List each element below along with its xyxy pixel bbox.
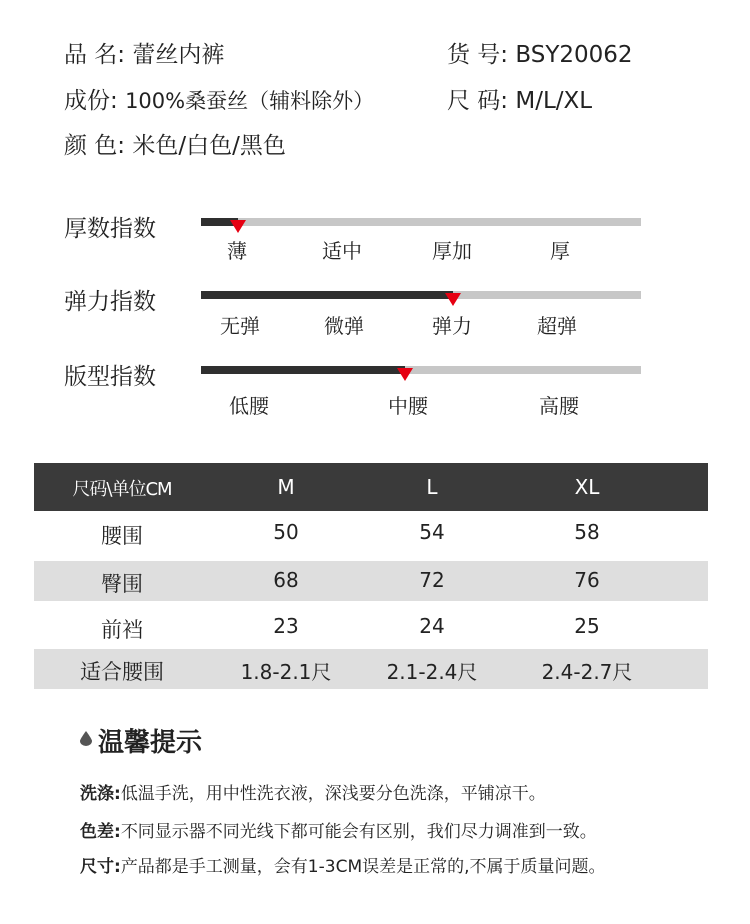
table-cell: 腰围 [101, 524, 143, 548]
table-cell: 2.1-2.4尺 [386, 660, 478, 684]
index-label: 厚数指数 [64, 216, 156, 242]
product-size [447, 82, 592, 115]
tips-title [80, 722, 202, 759]
table-cell: 1.8-2.1尺 [240, 660, 332, 684]
index-track [201, 366, 641, 374]
table-row [34, 561, 708, 601]
tip-washing-text: 低温手洗，用中性洗衣液，深浅要分色洗涤，平铺凉干。 [120, 784, 546, 804]
table-cell: 适合腰围 [80, 660, 164, 684]
tips-title-text: 温馨提示 [98, 728, 203, 758]
product-sku-label: 货 号: [447, 42, 509, 68]
table-row [34, 511, 708, 556]
product-color-value: 米色/白色/黑色 [132, 133, 286, 159]
product-color [64, 127, 286, 160]
table-cell: 25 [574, 614, 600, 638]
product-sku-value: BSY20062 [515, 42, 633, 68]
table-cell: 76 [574, 568, 600, 592]
product-size-value: M/L/XL [515, 88, 593, 114]
table-cell: 50 [273, 520, 299, 544]
table-header-cell: 尺码\单位CM [72, 479, 172, 500]
tip-color-diff [80, 817, 597, 842]
index-fill [201, 366, 405, 374]
tip-washing [80, 779, 546, 804]
index-tick-label: 中腰 [388, 394, 428, 418]
index-label: 弹力指数 [64, 289, 156, 315]
tip-size-label: 尺寸: [80, 857, 121, 877]
product-material-value: 100%桑蚕丝（辅料除外） [125, 89, 375, 113]
table-cell: 68 [273, 568, 299, 592]
table-row [34, 605, 708, 650]
index-tick-label: 超弹 [537, 314, 577, 338]
tip-size-text: 产品都是手工测量，会有1-3CM误差是正常的,不属于质量问题。 [120, 857, 606, 877]
table-header-cell: L [426, 475, 438, 499]
index-track [201, 218, 641, 226]
table-cell: 58 [574, 520, 600, 544]
product-color-label: 颜 色: [64, 133, 126, 159]
table-header-cell: XL [574, 475, 600, 499]
index-tick-label: 低腰 [229, 394, 269, 418]
index-tick-label: 无弹 [220, 314, 260, 338]
tip-color-diff-text: 不同显示器不同光线下都可能会有区别，我们尽力调准到一致。 [120, 822, 597, 842]
product-sku [447, 36, 633, 69]
table-header-cell: M [277, 475, 295, 499]
table-cell: 2.4-2.7尺 [541, 660, 633, 684]
tip-size [80, 852, 606, 877]
tip-color-diff-label: 色差: [80, 822, 121, 842]
table-cell: 24 [419, 614, 445, 638]
table-cell: 54 [419, 520, 445, 544]
tip-washing-label: 洗涤: [80, 784, 121, 804]
index-tick-label: 弹力 [432, 314, 472, 338]
table-cell: 前裆 [101, 618, 143, 642]
index-marker-icon [445, 293, 461, 306]
table-row [34, 649, 708, 689]
product-size-label: 尺 码: [447, 88, 509, 114]
index-tick-label: 薄 [227, 239, 247, 263]
index-track [201, 291, 641, 299]
table-cell: 23 [273, 614, 299, 638]
product-name-value: 蕾丝内裤 [132, 42, 225, 68]
table-header [34, 463, 708, 511]
index-tick-label: 适中 [322, 239, 362, 263]
index-label: 版型指数 [64, 364, 156, 390]
index-tick-label: 厚加 [432, 239, 472, 263]
product-material-label: 成份: [64, 88, 118, 114]
product-name-label: 品 名: [64, 42, 126, 68]
index-tick-label: 微弹 [324, 314, 364, 338]
product-name [64, 36, 224, 69]
index-marker-icon [397, 368, 413, 381]
index-tick-label: 厚 [550, 239, 570, 263]
product-material [64, 82, 374, 115]
index-fill [201, 291, 453, 299]
table-cell: 72 [419, 568, 445, 592]
index-tick-label: 高腰 [539, 394, 579, 418]
index-marker-icon [230, 220, 246, 233]
table-cell: 臀围 [101, 572, 143, 596]
